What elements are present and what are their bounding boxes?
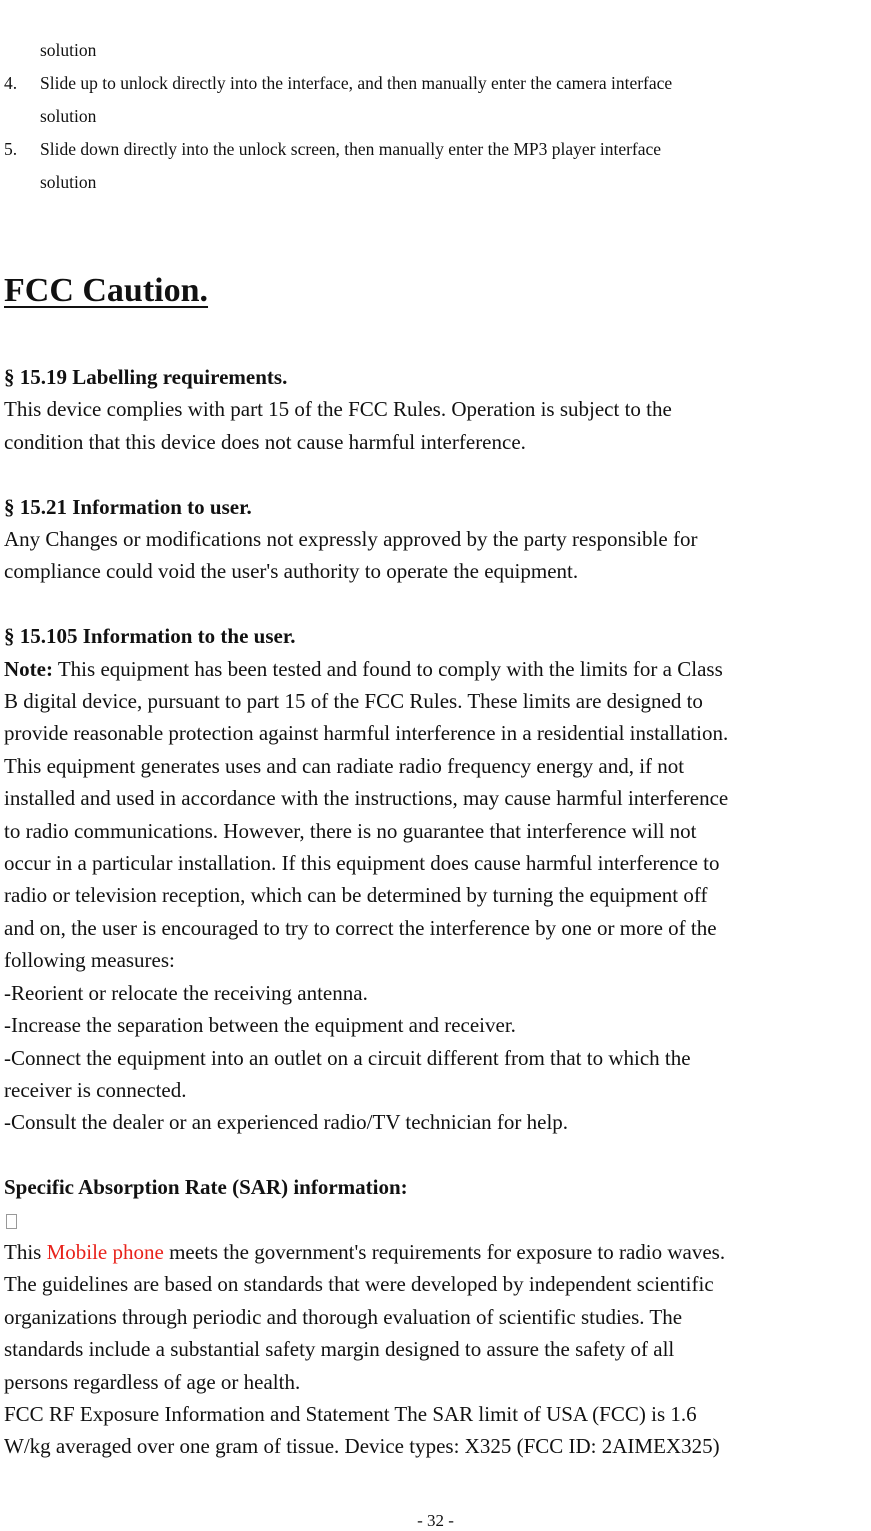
steps-list — [4, 34, 866, 199]
step-3-continuation: solution — [40, 40, 97, 60]
section-15-105-note — [4, 653, 870, 685]
sar-first-line — [4, 1236, 870, 1268]
step-4-text: Slide up to unlock directly into the interface, and then manually enter the camera interface — [40, 73, 673, 93]
section-15-105-line: B digital device, pursuant to part 15 of the FCC Rules. These limits are designed to — [4, 689, 703, 714]
step-5-continuation: solution — [40, 172, 97, 192]
sar-line: FCC RF Exposure Information and Statement The SAR limit of USA (FCC) is 1.6 — [4, 1401, 697, 1426]
sar-prefix: This — [4, 1239, 47, 1264]
section-15-105-line: and on, the user is encouraged to try to correct the interference by one or more of the — [4, 915, 717, 940]
section-15-105-heading: § 15.105 Information to the user. — [4, 624, 296, 649]
mobile-phone-highlight: Mobile phone — [46, 1239, 164, 1264]
section-15-105-line: occur in a particular installation. If this equipment does cause harmful interference to — [4, 851, 720, 876]
section-15-19-heading: § 15.19 Labelling requirements. — [4, 365, 288, 389]
sar-line: W/kg averaged over one gram of tissue. Device types: X325 (FCC ID: 2AIMEX325) — [4, 1434, 720, 1459]
sar-heading: Specific Absorption Rate (SAR) information: — [4, 1175, 408, 1200]
section-15-105-line: provide reasonable protection against harmful interference in a residential installation. — [4, 721, 729, 746]
section-15-21-line: compliance could void the user's authority to operate the equipment. — [4, 559, 579, 584]
step-5 — [4, 133, 866, 166]
step-5-text: Slide down directly into the unlock screen, then manually enter the MP3 player interface — [40, 139, 662, 159]
step-4-continuation: solution — [40, 106, 97, 126]
note-label: Note: — [4, 656, 53, 681]
section-15-105-line: to radio communications. However, there is no guarantee that interference will not — [4, 818, 697, 843]
section-15-21-line: Any Changes or modifications not expressly approved by the party responsible for — [4, 527, 698, 552]
section-15-19-line: condition that this device does not cause harmful interference. — [4, 429, 526, 454]
placeholder-glyph-row — [4, 1204, 870, 1236]
note-first-line: This equipment has been tested and found to comply with the limits for a Class — [52, 656, 723, 681]
fcc-body — [4, 361, 870, 1463]
sar-line: standards include a substantial safety margin designed to assure the safety of all — [4, 1337, 675, 1362]
sar-suffix: meets the government's requirements for exposure to radio waves. — [163, 1239, 726, 1264]
measure-item: receiver is connected. — [4, 1077, 187, 1102]
sar-line: The guidelines are based on standards that were developed by independent scientific — [4, 1272, 714, 1297]
measure-item: -Increase the separation between the equipment and receiver. — [4, 1013, 516, 1038]
section-15-105-line: This equipment generates uses and can radiate radio frequency energy and, if not — [4, 753, 685, 778]
sar-line: organizations through periodic and thorough evaluation of scientific studies. The — [4, 1304, 683, 1329]
section-15-105-line: following measures: — [4, 948, 175, 973]
measure-item: -Connect the equipment into an outlet on a circuit different from that to which the — [4, 1045, 691, 1070]
section-15-19-line: This device complies with part 15 of the FCC Rules. Operation is subject to the — [4, 397, 672, 422]
section-15-21-heading: § 15.21 Information to user. — [4, 494, 252, 519]
fcc-caution-title: FCC Caution. — [4, 272, 209, 309]
measure-item: -Reorient or relocate the receiving antenna. — [4, 980, 368, 1005]
sar-line: persons regardless of age or health. — [4, 1369, 301, 1394]
step-4 — [4, 67, 866, 100]
page-number: - 32 - — [417, 1511, 454, 1530]
step-5-number: 5. — [4, 139, 18, 159]
step-4-number: 4. — [4, 73, 18, 93]
section-15-105-line: radio or television reception, which can be determined by turning the equipment off — [4, 883, 708, 908]
section-15-105-line: installed and used in accordance with the instructions, may cause harmful interference — [4, 786, 729, 811]
measure-item: -Consult the dealer or an experienced radio/TV technician for help. — [4, 1110, 569, 1135]
placeholder-box-icon — [6, 1214, 17, 1229]
